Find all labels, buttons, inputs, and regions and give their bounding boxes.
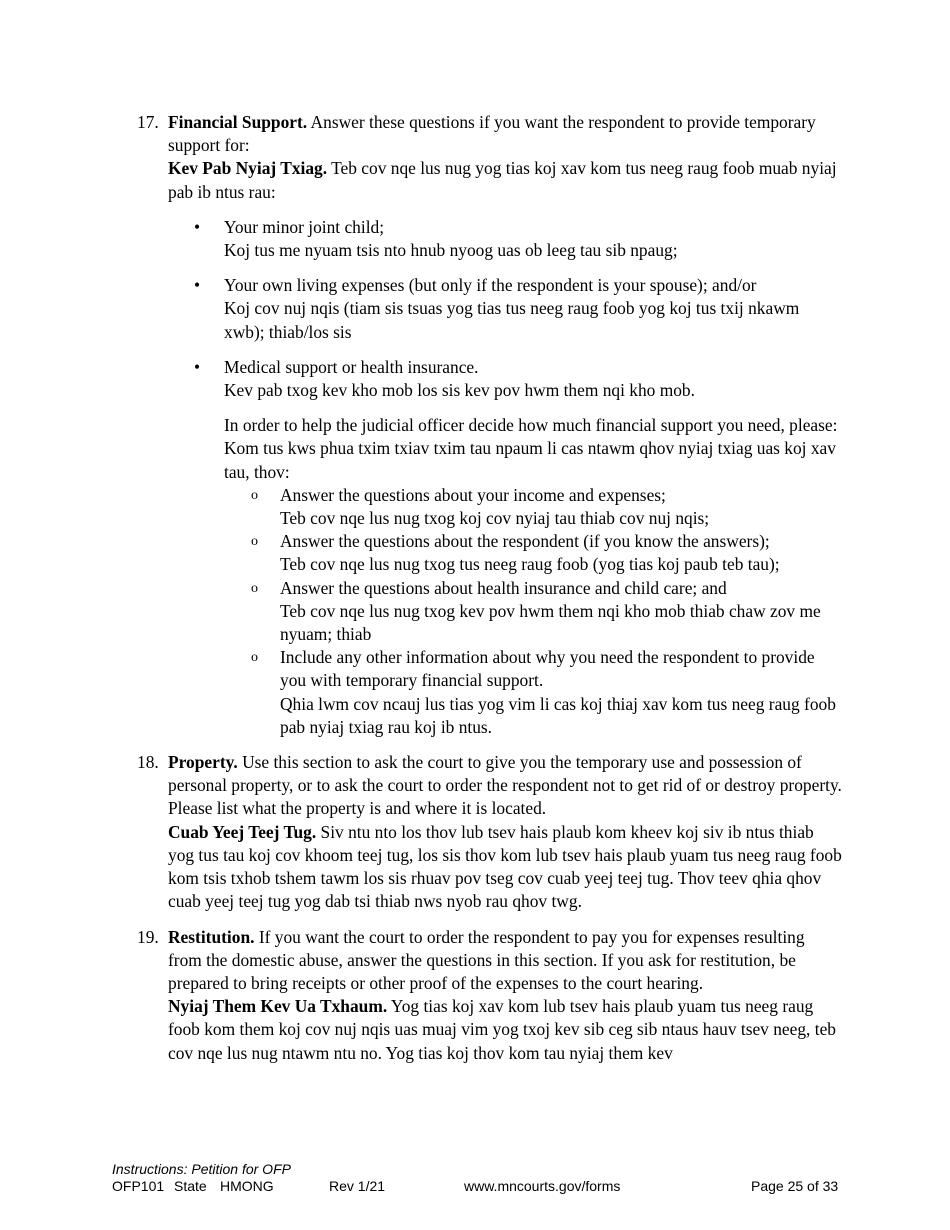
section-18-property bbox=[137, 751, 842, 913]
list-item: • Medical support or health insurance. Kev pab txog kev kho mob los sis kev pov hwm them nqi kho mob. bbox=[194, 356, 695, 401]
list-item: • Your minor joint child; Koj tus me nyuam tsis nto hnub nyoog uas ob leeg tau sib npaug; bbox=[194, 216, 678, 261]
section-19-restitution bbox=[137, 926, 842, 1065]
list-item: o Include any other information about why you need the respondent to provide you with temporary financial support. Qhia lwm cov ncauj lus tias yog vim li cas koj thiaj xav kom tus neeg raug foob pab nyiaj txiag rau koj ib ntus. bbox=[251, 647, 836, 737]
section-english-text: Property. Use this section to ask the court to give you the temporary use and possession of personal property, or to ask the court to order the respondent not to get rid of or destroy property. Please list what the property is and where it is located. bbox=[168, 752, 842, 819]
circle-bullet-icon: o bbox=[251, 487, 258, 503]
bullet-icon: • bbox=[194, 216, 201, 237]
section-heading-english: Restitution. bbox=[168, 926, 255, 947]
section-hmong-text: Cuab Yeej Teej Tug. Siv ntu nto los thov lub tsev hais plaub kom kheev koj siv ib ntus thiab yog tus tau koj cov khoom teej tug, los sis thov kom lub tsev hais plaub yuam tus neeg raug foob kom tsis txhob tshem tawm los sis rhuav pov tseg cov cuab yeej teej tug. Thov teev qhia qhov cuab yeej teej tug yog dab tsi thiab nws nyob rau qhov twg. bbox=[168, 821, 842, 912]
footer-url: www.mncourts.gov/forms bbox=[464, 1178, 621, 1194]
section-number: 19. bbox=[137, 926, 159, 947]
footer-language: HMONG bbox=[220, 1178, 274, 1194]
section-hmong-text: Kev Pab Nyiaj Txiag. Teb cov nqe lus nug yog tias koj xav kom tus neeg raug foob muab nyiaj pab ib ntus rau: bbox=[168, 158, 837, 202]
section-heading-hmong: Kev Pab Nyiaj Txiag. bbox=[168, 158, 328, 179]
circle-bullet-icon: o bbox=[251, 650, 258, 666]
support-types-list bbox=[168, 216, 842, 402]
footer-form-id: OFP101 bbox=[112, 1178, 165, 1194]
section-english-text: Restitution. If you want the court to order the respondent to pay you for expenses resulting from the domestic abuse, answer the questions in this section. If you ask for restitution, be prepared to bring receipts or other proof of the expenses to the court hearing. bbox=[168, 926, 805, 993]
page-footer bbox=[112, 1161, 840, 1196]
list-item: o Answer the questions about health insurance and child care; and Teb cov nqe lus nug txog kev pov hwm them nqi kho mob thiab chaw zov me nyuam; thiab bbox=[251, 577, 821, 645]
footer-page-number: Page 25 of 33 bbox=[751, 1178, 839, 1194]
section-heading-hmong: Cuab Yeej Teej Tug. bbox=[168, 821, 317, 842]
circle-bullet-icon: o bbox=[251, 534, 258, 550]
document-body bbox=[137, 111, 842, 1077]
circle-bullet-icon: o bbox=[251, 580, 258, 596]
section-heading-hmong: Nyiaj Them Kev Ua Txhaum. bbox=[168, 996, 388, 1017]
list-item: o Answer the questions about the respondent (if you know the answers); Teb cov nqe lus nug txog tus neeg raug foob (yog tias koj paub teb tau); bbox=[251, 531, 780, 575]
section-heading-english: Financial Support. bbox=[168, 112, 308, 132]
guidance-steps-list bbox=[224, 484, 842, 739]
list-item: • Your own living expenses (but only if the respondent is your spouse); and/or Koj cov nuj nqis (tiam sis tsuas yog tias tus neeg raug foob yog koj tus txij nkawm xwb); thiab/los sis bbox=[194, 275, 800, 342]
section-number: 18. bbox=[137, 752, 159, 773]
footer-revision: Rev 1/21 bbox=[329, 1178, 386, 1194]
bullet-icon: • bbox=[194, 275, 201, 296]
section-number: 17. bbox=[137, 112, 159, 132]
financial-guidance: In order to help the judicial officer decide how much financial support you need, please: Kom tus kws phua txim txiav txim tau npaum li cas ntawm qhov nyiaj txiag uas koj xav tau, thov: o Answer the questions about your income and expenses; Teb cov nqe lus nug txog koj cov nyiaj tau thiab cov nuj nqis; o Answer the questions about the respondent (if you know the answers); Teb cov nqe lus nug txog tus neeg raug foob (yog tias koj paub teb tau); o Answer the questions about health insurance and child care; and Teb cov nqe lus nug txog kev pov hwm them nqi kho mob thiab chaw zov me nyuam; thiab o Include any other information about why you need the respondent to provide you with temporary financial support. Qhia lwm cov ncauj lus tias yog vim li cas koj thiaj xav kom tus neeg raug foob pab nyiaj txiag rau koj ib ntus. bbox=[224, 414, 842, 739]
footer-title: Instructions: Petition for OFP bbox=[112, 1161, 291, 1177]
section-heading-english: Property. bbox=[168, 752, 238, 773]
list-item: o Answer the questions about your income and expenses; Teb cov nqe lus nug txog koj cov nyiaj tau thiab cov nuj nqis; bbox=[251, 484, 710, 529]
footer-state: State bbox=[174, 1178, 207, 1194]
section-hmong-text: Nyiaj Them Kev Ua Txhaum. Yog tias koj xav kom lub tsev hais plaub yuam tus neeg raug foob kom them koj cov nuj nqis uas muaj vim yog txoj kev sib ceg sib ntaus hauv tsev neeg, teb cov nqe lus nug ntawm ntu no. Yog tias koj thov kom tau nyiaj them kev bbox=[168, 996, 836, 1063]
section-17-financial-support bbox=[137, 111, 842, 739]
section-english-text: Financial Support. Answer these questions if you want the respondent to provide temporary support for: bbox=[168, 112, 816, 156]
bullet-icon: • bbox=[194, 356, 201, 377]
footer-row bbox=[112, 1178, 840, 1196]
